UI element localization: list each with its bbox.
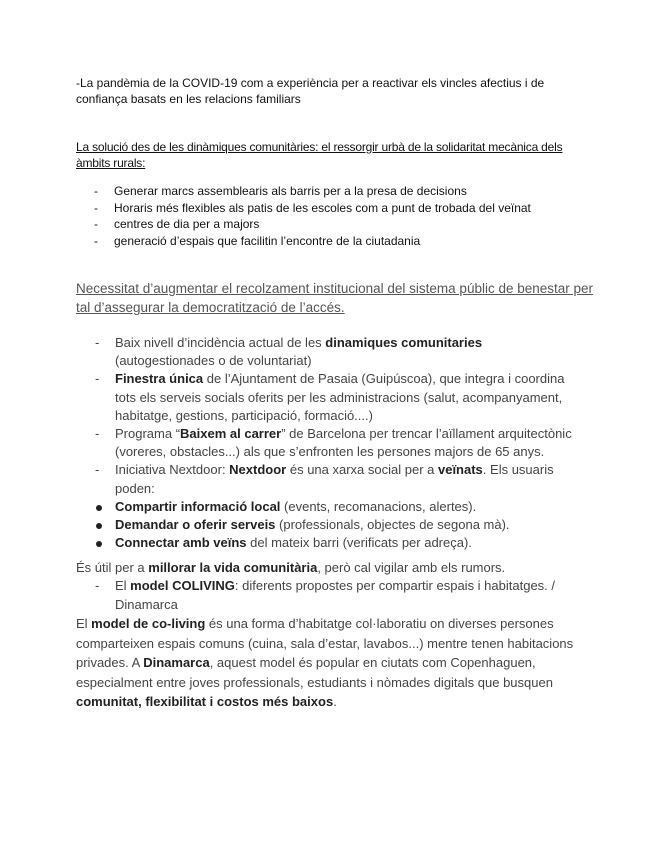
text-run: . [333,694,337,710]
bold-text: dinamiques comunitaries [325,335,483,350]
community-list [76,183,596,249]
dash-marker: - [95,462,100,478]
support-list [76,334,576,552]
usefulness-note [76,559,576,577]
intro-line-1: -La pandèmia de la COVID-19 com a experiència per a reactivar els vincles afectius i de [76,76,545,90]
text-run: : diferents propostes per compartir espais i habitatges. / Dinamarca [115,578,556,612]
list-item [76,370,576,425]
bold-text: Baixem al carrer [180,426,282,442]
list-item [76,200,596,217]
text-run: (autogestionades o de voluntariat) [115,353,312,369]
list-item [76,577,576,614]
dash-marker: - [94,233,98,248]
text-run: Iniciativa Nextdoor: [115,462,230,478]
list-item [76,233,596,250]
bold-text: Finestra única [115,371,204,387]
dash-marker: - [95,371,100,387]
bold-text: Dinamarca [143,655,210,671]
bullet-item [76,534,576,552]
text-run: (events, recomanacions, alertes). [280,498,477,514]
list-item [76,425,576,461]
bold-text: comunitat, flexibilitat i costos més baixos [76,694,334,710]
text-run: Baix nivell d’incidència actual de les [115,335,326,350]
support-heading: Necessitat d’augmentar el recolzament institucional del sistema públic de benestar per tal d’assegurar la democratització de l’accés. [76,281,594,315]
list-item-text: Horaris més flexibles als patis de les escoles com a punt de trobada del veïnat [114,200,531,215]
list-item-text: Generar marcs assemblearis als barris per a la presa de decisions [114,184,467,198]
bold-text: millorar la vida comunitària [148,560,318,575]
list-item-text: generació d’espais que facilitin l’encontre de la ciutadania [114,233,421,248]
bold-text: veïnats [437,462,483,478]
list-item-text: centres de dia per a majors [114,217,260,231]
bold-text: model de co-living [91,616,206,631]
text-run: (professionals, objectes de segona mà). [275,517,510,533]
community-heading: La solució des de les dinàmiques comunitàries: el ressorgir urbà de la solidaritat mecànica dels àmbits rurals: [76,140,563,170]
bold-text: Compartir informació local [115,498,281,514]
dash-marker: - [94,184,98,198]
dash-marker: - [94,217,98,231]
text-run: , però cal vigilar amb els rumors. [317,560,506,575]
text-run: Programa “ [115,426,181,442]
bullet-dot-icon [96,541,102,547]
bullet-dot-icon [96,523,102,529]
bullet-dot-icon [96,505,102,511]
bold-text: Nextdoor [229,462,287,478]
list-item [76,183,596,200]
coliving-paragraph [76,614,576,712]
list-item [76,216,596,233]
text-run: de l’Ajuntament de Pasaia (Guipúscoa), que integra i coordina tots els serveis socials oferits per les administracions (salut, acompanyament, habitatge, gestions, participació, formació....) [115,371,565,423]
text-run: És útil per a [76,560,149,575]
list-item [76,334,576,370]
bullet-item [76,516,576,534]
text-run: del mateix barri (verificats per adreça). [246,535,472,551]
text-run: El [115,578,131,593]
text-run: , aquest model és popular en ciutats com Copenhaguen, especialment entre joves professionals, estudiants i nòmades digitals que busquen [76,655,553,690]
coliving-list [76,577,576,614]
intro-paragraph [76,75,586,107]
dash-marker: - [95,578,100,593]
bold-text: Demandar o oferir serveis [115,517,276,533]
text-run: és una xarxa social per a [286,462,438,478]
dash-marker: - [94,200,98,215]
dash-marker: - [95,426,100,442]
bullet-item [76,498,576,516]
dash-marker: - [95,335,100,350]
text-run: ” de Barcelona per trencar l’aïllament arquitectònic (voreres, obstacles...) als que s’enfronten les persones majors de 65 anys. [115,426,572,460]
list-item [76,461,576,497]
bold-text: model COLIVING [130,578,235,593]
bold-text: Connectar amb veïns [115,535,247,551]
text-run: El [76,616,92,631]
text-run: . Els usuaris poden: [115,462,554,496]
text-run: és una forma d’habitatge col·laboratiu on diverses persones comparteixen espais comuns (cuina, sala d’estar, lavabos...) mentre tenen habitacions privades. A [76,616,574,671]
intro-line-2: confiança basats en les relacions familiars [76,92,301,106]
